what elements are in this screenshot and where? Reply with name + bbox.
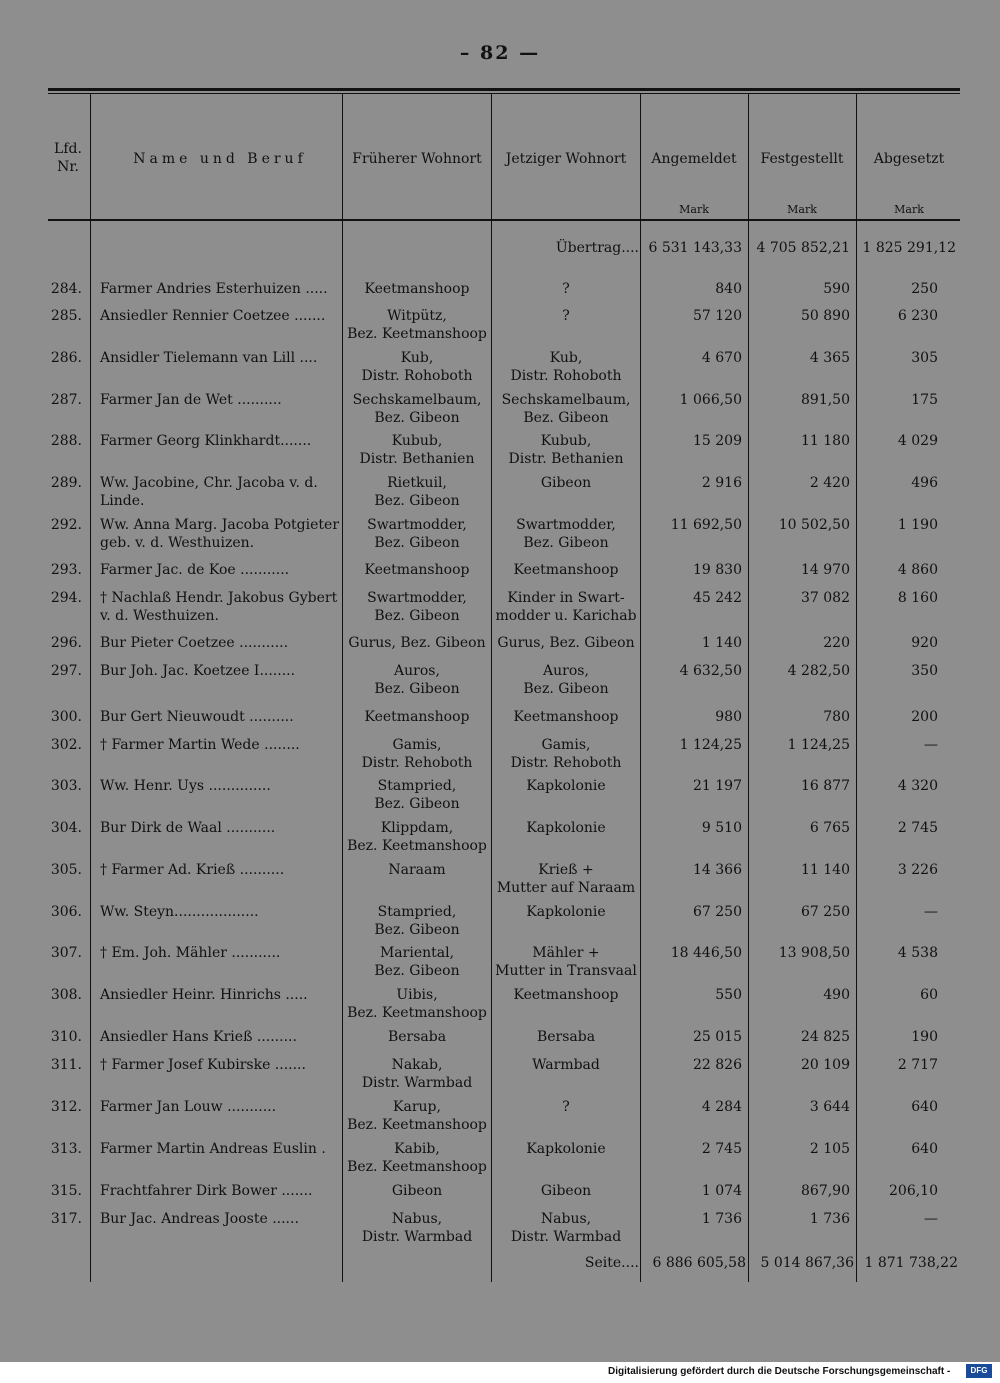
row-current-residence: Gurus, Bez. Gibeon: [497, 635, 635, 651]
row-number: 288.: [50, 433, 82, 449]
table-row: [0, 903, 1000, 943]
table-row: [0, 861, 1000, 901]
row-number: 287.: [50, 392, 82, 408]
row-current-residence: Gibeon: [540, 475, 592, 491]
row-number: 293.: [50, 562, 82, 578]
row-current-residence: Kapkolonie: [526, 904, 606, 920]
row-angemeldet: 550: [715, 987, 742, 1003]
page-total-abgesetzt: 1 871 738,22: [864, 1255, 958, 1271]
row-angemeldet: 1 124,25: [679, 737, 742, 753]
row-festgestellt: 24 825: [801, 1029, 850, 1045]
row-angemeldet: 1 066,50: [679, 392, 742, 408]
table-row: [0, 307, 1000, 347]
row-angemeldet: 1 074: [701, 1183, 742, 1199]
table-row: [0, 1140, 1000, 1180]
row-festgestellt: 1 124,25: [787, 737, 850, 753]
row-name: Ww. Jacobine, Chr. Jacoba v. d. Linde.: [100, 475, 318, 509]
row-number: 286.: [50, 350, 82, 366]
row-name: Bur Dirk de Waal ...........: [100, 820, 276, 836]
page-total-angemeldet: 6 886 605,58: [652, 1255, 746, 1271]
row-festgestellt: 1 736: [809, 1211, 850, 1227]
row-name: Bur Gert Nieuwoudt ..........: [100, 709, 294, 725]
row-number: 307.: [50, 945, 82, 961]
row-number: 294.: [50, 590, 82, 606]
row-name: † Nachlaß Hendr. Jakobus Gybert v. d. Westhuizen.: [100, 590, 338, 624]
row-number: 304.: [50, 820, 82, 836]
row-festgestellt: 4 282,50: [787, 663, 850, 679]
table-row: [0, 944, 1000, 984]
row-previous-residence: Kub, Distr. Rohoboth: [361, 350, 473, 384]
row-previous-residence: Nabus, Distr. Warmbad: [361, 1211, 473, 1245]
row-angemeldet: 14 366: [693, 862, 742, 878]
header-frueherer-wohnort: Früherer Wohnort: [352, 151, 482, 167]
row-previous-residence: Swartmodder, Bez. Gibeon: [367, 590, 467, 624]
row-name: Farmer Jan Louw ...........: [100, 1099, 277, 1115]
row-festgestellt: 4 365: [809, 350, 850, 366]
row-abgesetzt: 2 745: [897, 820, 938, 836]
row-angemeldet: 4 670: [701, 350, 742, 366]
row-current-residence: Auros, Bez. Gibeon: [523, 663, 609, 697]
row-number: 296.: [50, 635, 82, 651]
row-current-residence: Nabus, Distr. Warmbad: [510, 1211, 622, 1245]
row-angemeldet: 4 284: [701, 1099, 742, 1115]
row-angemeldet: 4 632,50: [679, 663, 742, 679]
row-abgesetzt: 175: [911, 392, 938, 408]
row-abgesetzt: 250: [911, 281, 938, 297]
table-row: [0, 1210, 1000, 1250]
table-row: [0, 349, 1000, 389]
row-name: Farmer Jan de Wet ..........: [100, 392, 282, 408]
row-current-residence: Keetmanshoop: [513, 562, 619, 578]
row-previous-residence: Keetmanshoop: [364, 562, 470, 578]
row-previous-residence: Uibis, Bez. Keetmanshoop: [347, 987, 487, 1021]
row-abgesetzt: 8 160: [897, 590, 938, 606]
header-jetziger-wohnort: Jetziger Wohnort: [505, 151, 627, 167]
row-festgestellt: 2 105: [809, 1141, 850, 1157]
row-current-residence: ?: [562, 281, 570, 297]
row-previous-residence: Witpütz, Bez. Keetmanshoop: [347, 308, 487, 342]
row-number: 315.: [50, 1183, 82, 1199]
row-name: † Em. Joh. Mähler ...........: [100, 945, 281, 961]
row-number: 292.: [50, 517, 82, 533]
row-festgestellt: 20 109: [801, 1057, 850, 1073]
row-previous-residence: Gibeon: [391, 1183, 443, 1199]
row-abgesetzt: 4 029: [897, 433, 938, 449]
carry-over-festgestellt: 4 705 852,21: [756, 240, 850, 256]
row-name: Ww. Henr. Uys ..............: [100, 778, 271, 794]
row-current-residence: Kubub, Distr. Bethanien: [508, 433, 624, 467]
row-abgesetzt: 920: [911, 635, 938, 651]
row-festgestellt: 10 502,50: [778, 517, 850, 533]
header-angemeldet: Angemeldet: [651, 151, 737, 167]
row-current-residence: Sechskamelbaum, Bez. Gibeon: [501, 392, 631, 426]
row-angemeldet: 45 242: [693, 590, 742, 606]
row-name: Frachtfahrer Dirk Bower .......: [100, 1183, 313, 1199]
dfg-logo: DFG: [966, 1364, 992, 1378]
row-number: 308.: [50, 987, 82, 1003]
row-angemeldet: 21 197: [693, 778, 742, 794]
row-name: Ww. Steyn...................: [100, 904, 259, 920]
table-row: [0, 986, 1000, 1026]
row-abgesetzt: 6 230: [897, 308, 938, 324]
carry-over-angemeldet: 6 531 143,33: [648, 240, 742, 256]
unit-label: Mark: [679, 203, 709, 216]
row-festgestellt: 490: [823, 987, 850, 1003]
row-previous-residence: Keetmanshoop: [364, 709, 470, 725]
row-name: Ansiedler Heinr. Hinrichs .....: [100, 987, 308, 1003]
row-festgestellt: 14 970: [801, 562, 850, 578]
table-top-rule-thin: [48, 93, 960, 94]
row-angemeldet: 2 745: [701, 1141, 742, 1157]
row-previous-residence: Auros, Bez. Gibeon: [374, 663, 460, 697]
header-lfd-nr: Lfd. Nr.: [54, 141, 82, 175]
row-number: 289.: [50, 475, 82, 491]
row-abgesetzt: 190: [911, 1029, 938, 1045]
row-festgestellt: 37 082: [801, 590, 850, 606]
row-festgestellt: 13 908,50: [778, 945, 850, 961]
row-previous-residence: Karup, Bez. Keetmanshoop: [347, 1099, 487, 1133]
row-previous-residence: Kabib, Bez. Keetmanshoop: [347, 1141, 487, 1175]
row-current-residence: Keetmanshoop: [513, 709, 619, 725]
row-angemeldet: 57 120: [693, 308, 742, 324]
row-current-residence: Kub, Distr. Rohoboth: [510, 350, 622, 384]
row-previous-residence: Keetmanshoop: [364, 281, 470, 297]
row-number: 303.: [50, 778, 82, 794]
row-name: Ansiedler Hans Krieß .........: [100, 1029, 297, 1045]
row-current-residence: Keetmanshoop: [513, 987, 619, 1003]
row-current-residence: Kinder in Swart- modder u. Karichab: [495, 590, 637, 624]
row-current-residence: Warmbad: [532, 1057, 600, 1073]
row-name: Ww. Anna Marg. Jacoba Potgieter geb. v. d. Westhuizen.: [100, 517, 340, 551]
carry-over-label: Übertrag....: [555, 240, 639, 256]
page-number: – 82 —: [459, 42, 541, 64]
table-row: [0, 432, 1000, 472]
row-festgestellt: 16 877: [801, 778, 850, 794]
row-abgesetzt: 4 320: [897, 778, 938, 794]
row-current-residence: Krieß + Mutter auf Naraam: [496, 862, 636, 896]
row-angemeldet: 1 736: [701, 1211, 742, 1227]
table-row: [0, 777, 1000, 817]
row-previous-residence: Klippdam, Bez. Keetmanshoop: [347, 820, 487, 854]
header-name: Name und Beruf: [133, 151, 307, 167]
table-row: [0, 736, 1000, 776]
row-angemeldet: 1 140: [701, 635, 742, 651]
row-number: 302.: [50, 737, 82, 753]
row-angemeldet: 9 510: [701, 820, 742, 836]
row-angemeldet: 840: [715, 281, 742, 297]
row-previous-residence: Stampried, Bez. Gibeon: [374, 904, 460, 938]
row-angemeldet: 19 830: [693, 562, 742, 578]
row-festgestellt: 11 180: [801, 433, 850, 449]
row-current-residence: Gamis, Distr. Rehoboth: [510, 737, 622, 771]
table-row: [0, 391, 1000, 431]
row-number: 310.: [50, 1029, 82, 1045]
row-current-residence: Kapkolonie: [526, 820, 606, 836]
unit-label: Mark: [787, 203, 817, 216]
row-festgestellt: 50 890: [801, 308, 850, 324]
row-number: 300.: [50, 709, 82, 725]
table-row: [0, 474, 1000, 514]
row-angemeldet: 980: [715, 709, 742, 725]
row-angemeldet: 22 826: [693, 1057, 742, 1073]
row-name: Ansidler Tielemann van Lill ....: [100, 350, 318, 366]
table-row: [0, 662, 1000, 702]
row-previous-residence: Gurus, Bez. Gibeon: [348, 635, 486, 651]
page-total-festgestellt: 5 014 867,36: [760, 1255, 854, 1271]
row-abgesetzt: 496: [911, 475, 938, 491]
row-current-residence: ?: [562, 308, 570, 324]
row-previous-residence: Naraam: [388, 862, 446, 878]
row-abgesetzt: 60: [920, 987, 938, 1003]
row-name: Bur Pieter Coetzee ...........: [100, 635, 289, 651]
row-festgestellt: 6 765: [809, 820, 850, 836]
row-number: 306.: [50, 904, 82, 920]
row-festgestellt: 11 140: [801, 862, 850, 878]
row-current-residence: Kapkolonie: [526, 1141, 606, 1157]
table-row: [0, 1056, 1000, 1096]
header-bottom-rule: [48, 219, 960, 221]
row-number: 317.: [50, 1211, 82, 1227]
row-abgesetzt: 1 190: [897, 517, 938, 533]
row-abgesetzt: 350: [911, 663, 938, 679]
row-angemeldet: 18 446,50: [670, 945, 742, 961]
row-current-residence: Gibeon: [540, 1183, 592, 1199]
row-festgestellt: 780: [823, 709, 850, 725]
row-current-residence: Bersaba: [536, 1029, 596, 1045]
row-name: Bur Jac. Andreas Jooste ......: [100, 1211, 299, 1227]
table-row: [0, 1098, 1000, 1138]
unit-label: Mark: [894, 203, 924, 216]
row-festgestellt: 867,90: [801, 1183, 850, 1199]
row-abgesetzt: 305: [911, 350, 938, 366]
row-previous-residence: Stampried, Bez. Gibeon: [374, 778, 460, 812]
row-previous-residence: Sechskamelbaum, Bez. Gibeon: [352, 392, 482, 426]
row-name: † Farmer Ad. Krieß ..........: [100, 862, 285, 878]
row-previous-residence: Kubub, Distr. Bethanien: [359, 433, 475, 467]
table-row: [0, 516, 1000, 556]
row-name: Farmer Georg Klinkhardt.......: [100, 433, 312, 449]
row-current-residence: Mähler + Mutter in Transvaal: [495, 945, 637, 979]
row-previous-residence: Nakab, Distr. Warmbad: [361, 1057, 473, 1091]
row-angemeldet: 25 015: [693, 1029, 742, 1045]
footer-text: Digitalisierung gefördert durch die Deutsche Forschungsgemeinschaft -: [608, 1366, 951, 1377]
row-number: 311.: [50, 1057, 82, 1073]
row-name: † Farmer Martin Wede ........: [100, 737, 300, 753]
row-name: Bur Joh. Jac. Koetzee I........: [100, 663, 296, 679]
row-previous-residence: Bersaba: [387, 1029, 447, 1045]
page-total-label: Seite....: [584, 1255, 639, 1271]
row-abgesetzt: 4 538: [897, 945, 938, 961]
row-abgesetzt: 640: [911, 1099, 938, 1115]
row-current-residence: Swartmodder, Bez. Gibeon: [516, 517, 616, 551]
row-previous-residence: Rietkuil, Bez. Gibeon: [374, 475, 460, 509]
row-number: 313.: [50, 1141, 82, 1157]
row-angemeldet: 11 692,50: [670, 517, 742, 533]
row-abgesetzt: 3 226: [897, 862, 938, 878]
row-festgestellt: 67 250: [801, 904, 850, 920]
header-festgestellt: Festgestellt: [760, 151, 844, 167]
row-abgesetzt: —: [924, 904, 938, 920]
row-previous-residence: Mariental, Bez. Gibeon: [374, 945, 460, 979]
row-festgestellt: 3 644: [809, 1099, 850, 1115]
row-festgestellt: 590: [823, 281, 850, 297]
row-name: Farmer Andries Esterhuizen .....: [100, 281, 328, 297]
row-current-residence: ?: [562, 1099, 570, 1115]
row-number: 285.: [50, 308, 82, 324]
header-abgesetzt: Abgesetzt: [873, 151, 945, 167]
row-current-residence: Kapkolonie: [526, 778, 606, 794]
row-abgesetzt: 206,10: [889, 1183, 938, 1199]
row-number: 297.: [50, 663, 82, 679]
row-number: 284.: [50, 281, 82, 297]
row-festgestellt: 220: [823, 635, 850, 651]
row-angemeldet: 15 209: [693, 433, 742, 449]
row-angemeldet: 67 250: [693, 904, 742, 920]
row-number: 305.: [50, 862, 82, 878]
row-abgesetzt: 2 717: [897, 1057, 938, 1073]
row-previous-residence: Swartmodder, Bez. Gibeon: [367, 517, 467, 551]
row-abgesetzt: 640: [911, 1141, 938, 1157]
row-abgesetzt: 200: [911, 709, 938, 725]
row-name: Farmer Jac. de Koe ...........: [100, 562, 290, 578]
row-angemeldet: 2 916: [701, 475, 742, 491]
carry-over-abgesetzt: 1 825 291,12: [862, 240, 956, 256]
table-top-rule: [48, 88, 960, 91]
row-festgestellt: 2 420: [809, 475, 850, 491]
row-abgesetzt: —: [924, 1211, 938, 1227]
row-name: Farmer Martin Andreas Euslin .: [100, 1141, 326, 1157]
row-abgesetzt: 4 860: [897, 562, 938, 578]
table-row: [0, 819, 1000, 859]
table-row: [0, 589, 1000, 629]
row-abgesetzt: —: [924, 737, 938, 753]
row-number: 312.: [50, 1099, 82, 1115]
row-festgestellt: 891,50: [801, 392, 850, 408]
row-name: † Farmer Josef Kubirske .......: [100, 1057, 306, 1073]
row-name: Ansiedler Rennier Coetzee .......: [100, 308, 326, 324]
row-previous-residence: Gamis, Distr. Rehoboth: [361, 737, 473, 771]
